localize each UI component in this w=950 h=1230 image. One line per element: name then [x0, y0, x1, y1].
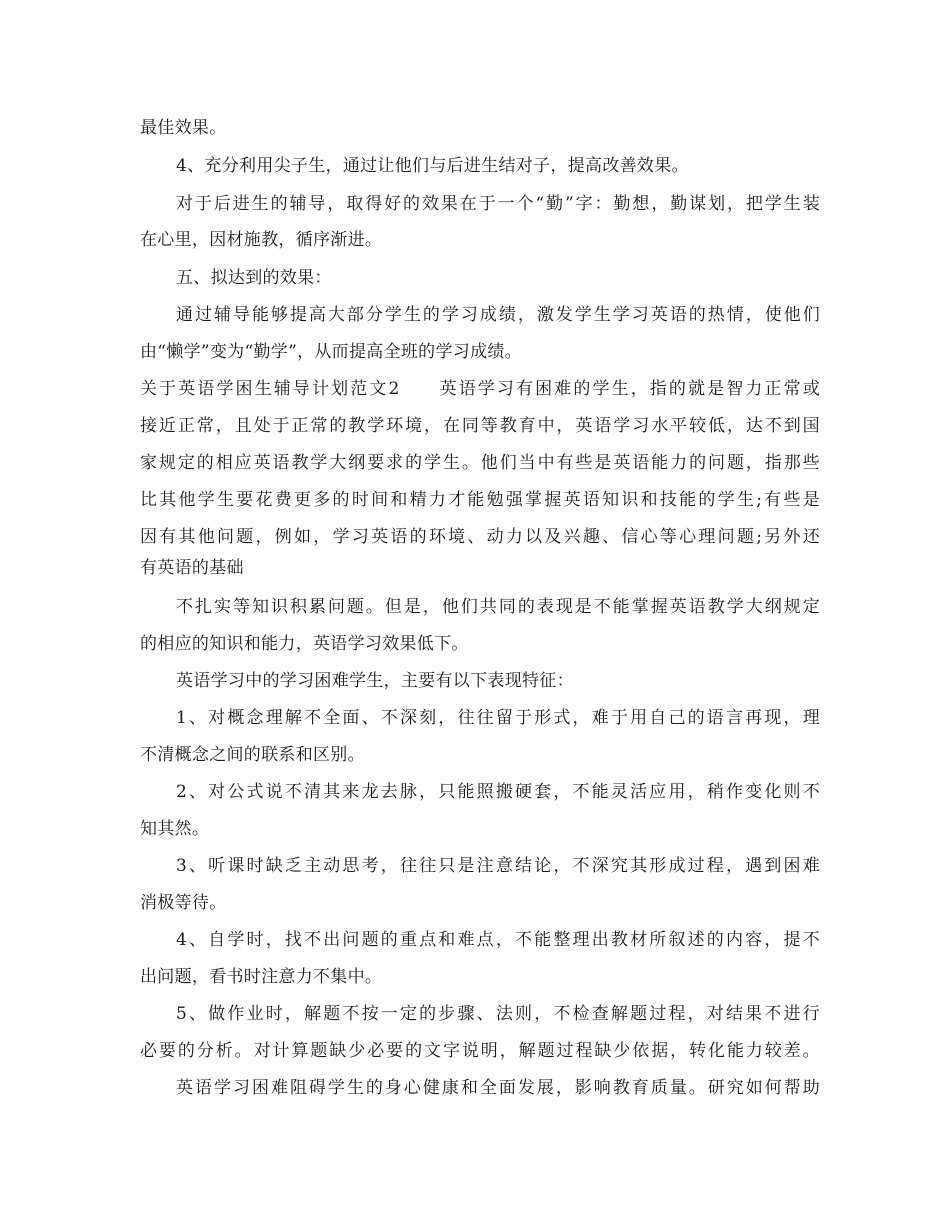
text-line: 英语学习困难阻碍学生的身心健康和全面发展，影响教育质量。研究如何帮助 [176, 1078, 820, 1098]
text-line: 英语学习中的学习困难学生，主要有以下表现特征： [176, 671, 574, 691]
text-line: 1、对概念理解不全面、不深刻，往往留于形式，难于用自己的语言再现，理 [176, 708, 820, 728]
text-line: 因有其他问题，例如，学习英语的环境、动力以及兴趣、信心等心理问题;另外还 [140, 527, 820, 547]
text-line: 出问题，看书时注意力不集中。 [140, 967, 383, 987]
text-line: 4、充分利用尖子生，通过让他们与后进生结对子，提高改善效果。 [176, 156, 689, 176]
text-line: 4、自学时，找不出问题的重点和难点，不能整理出教材所叙述的内容，提不 [176, 930, 820, 950]
text-line: 接近正常，且处于正常的教学环境，在同等教育中，英语学习水平较低，达不到国 [140, 416, 820, 436]
text-line: 2、对公式说不清其来龙去脉，只能照搬硬套，不能灵活应用，稍作变化则不 [176, 782, 820, 802]
text-line: 五、拟达到的效果： [176, 268, 332, 288]
text-line: 通过辅导能够提高大部分学生的学习成绩，激发学生学习英语的热情，使他们 [176, 305, 820, 325]
text-line: 5、做作业时，解题不按一定的步骤、法则，不检查解题过程，对结果不进行 [176, 1004, 820, 1024]
text-line: 的相应的知识和能力，英语学习效果低下。 [140, 634, 469, 654]
text-line: 比其他学生要花费更多的时间和精力才能勉强掌握英语知识和技能的学生;有些是 [140, 490, 820, 510]
text-line: 消极等待。 [140, 893, 227, 913]
text-line: 不扎实等知识积累问题。但是，他们共同的表现是不能掌握英语教学大纲规定 [176, 597, 820, 617]
text-line: 在心里，因材施教，循序渐进。 [140, 230, 383, 250]
text-line: 必要的分析。对计算题缺少必要的文字说明，解题过程缺少依据，转化能力较差。 [140, 1041, 820, 1061]
text-line: 关于英语学困生辅导计划范文2 英语学习有困难的学生，指的就是智力正常或 [140, 379, 820, 399]
text-line: 由“懒学”变为“勤学”，从而提高全班的学习成绩。 [140, 342, 522, 362]
text-line: 家规定的相应英语教学大纲要求的学生。他们当中有些是英语能力的问题，指那些 [140, 453, 820, 473]
text-line: 最佳效果。 [140, 118, 227, 138]
text-line: 3、听课时缺乏主动思考，往往只是注意结论，不深究其形成过程，遇到困难 [176, 856, 820, 876]
text-line: 知其然。 [140, 819, 210, 839]
text-line: 不清概念之间的联系和区别。 [140, 745, 365, 765]
text-line: 对于后进生的辅导，取得好的效果在于一个“勤”字：勤想，勤谋划，把学生装 [176, 194, 820, 214]
text-line: 有英语的基础 [140, 558, 244, 578]
